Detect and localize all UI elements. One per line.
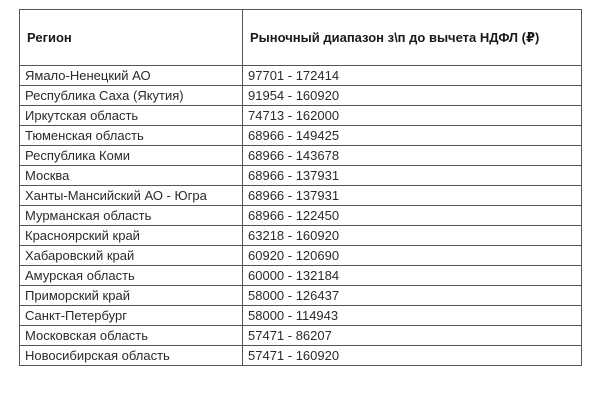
header-row — [20, 10, 582, 66]
table-row — [20, 86, 582, 106]
table-row — [20, 106, 582, 126]
region-cell: Ханты-Мансийский АО - Югра — [20, 186, 243, 206]
region-cell: Республика Саха (Якутия) — [20, 86, 243, 106]
table-row — [20, 186, 582, 206]
table-row — [20, 286, 582, 306]
region-cell: Хабаровский край — [20, 246, 243, 266]
salary-range-cell: 58000 - 114943 — [243, 306, 582, 326]
table-row — [20, 326, 582, 346]
salary-range-cell: 60000 - 132184 — [243, 266, 582, 286]
table-row — [20, 226, 582, 246]
region-cell: Иркутская область — [20, 106, 243, 126]
salary-range-cell: 68966 - 137931 — [243, 186, 582, 206]
table-row — [20, 166, 582, 186]
salary-range-cell: 57471 - 86207 — [243, 326, 582, 346]
salary-range-cell: 68966 - 122450 — [243, 206, 582, 226]
salary-range-cell: 74713 - 162000 — [243, 106, 582, 126]
salary-range-cell: 63218 - 160920 — [243, 226, 582, 246]
salary-range-cell: 58000 - 126437 — [243, 286, 582, 306]
table-body — [20, 66, 582, 366]
salary-table — [19, 9, 582, 366]
table-row — [20, 66, 582, 86]
region-cell: Мурманская область — [20, 206, 243, 226]
salary-range-cell: 97701 - 172414 — [243, 66, 582, 86]
salary-range-cell: 68966 - 137931 — [243, 166, 582, 186]
salary-range-cell: 57471 - 160920 — [243, 346, 582, 366]
salary-range-cell: 60920 - 120690 — [243, 246, 582, 266]
region-cell: Тюменская область — [20, 126, 243, 146]
table-row — [20, 206, 582, 226]
table-row — [20, 126, 582, 146]
salary-range-cell: 68966 - 143678 — [243, 146, 582, 166]
table-row — [20, 246, 582, 266]
region-cell: Ямало-Ненецкий АО — [20, 66, 243, 86]
salary-range-column-header: Рыночный диапазон з\п до вычета НДФЛ (₽) — [243, 10, 582, 66]
region-cell: Приморский край — [20, 286, 243, 306]
salary-range-cell: 68966 - 149425 — [243, 126, 582, 146]
salary-range-cell: 91954 - 160920 — [243, 86, 582, 106]
region-cell: Республика Коми — [20, 146, 243, 166]
region-cell: Санкт-Петербург — [20, 306, 243, 326]
region-cell: Красноярский край — [20, 226, 243, 246]
region-column-header: Регион — [20, 10, 243, 66]
region-cell: Новосибирская область — [20, 346, 243, 366]
region-cell: Москва — [20, 166, 243, 186]
table-header — [20, 10, 582, 66]
table-row — [20, 346, 582, 366]
region-cell: Московская область — [20, 326, 243, 346]
table-row — [20, 146, 582, 166]
region-cell: Амурская область — [20, 266, 243, 286]
table-row — [20, 306, 582, 326]
table-row — [20, 266, 582, 286]
